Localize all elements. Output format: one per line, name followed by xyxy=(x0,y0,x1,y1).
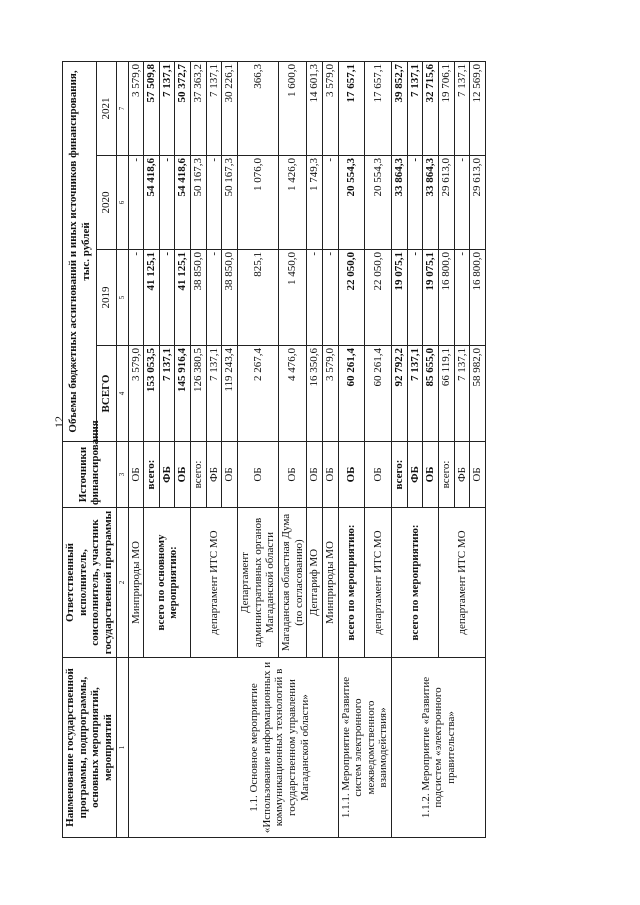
y2019-cell: 38 850,0 xyxy=(191,250,207,346)
source-cell: ОБ xyxy=(470,442,486,508)
total-cell: 145 916,4 xyxy=(175,346,191,442)
name-cell-empty xyxy=(159,658,175,838)
activity-1-1-1-name: 1.1.1. Мероприятие «Развитие систем электронного межведомственного взаимодействия» xyxy=(338,658,392,838)
y2020-cell: - xyxy=(206,156,222,250)
y2021-cell: 7 137,1 xyxy=(159,61,175,155)
source-cell: ОБ xyxy=(365,442,392,508)
header-2019: 2019 xyxy=(97,250,116,346)
y2021-cell: 17 657,1 xyxy=(365,61,392,155)
total-cell: 7 137,1 xyxy=(206,346,222,442)
col-number: 1 xyxy=(116,658,128,838)
y2021-cell: 7 137,1 xyxy=(407,61,423,155)
name-cell-empty xyxy=(144,658,160,838)
y2021-cell: 57 509,8 xyxy=(144,61,160,155)
source-cell: ОБ xyxy=(423,442,439,508)
header-2020: 2020 xyxy=(97,156,116,250)
source-cell: ОБ xyxy=(338,442,365,508)
col-number: 6 xyxy=(116,156,128,250)
total-cell: 92 792,2 xyxy=(392,346,408,442)
y2021-cell: 366,3 xyxy=(238,61,279,155)
y2020-cell: 54 418,6 xyxy=(144,156,160,250)
y2019-cell: - xyxy=(407,250,423,346)
total-cell: 58 982,0 xyxy=(470,346,486,442)
y2019-cell: 41 125,1 xyxy=(144,250,160,346)
y2021-cell: 32 715,6 xyxy=(423,61,439,155)
total-cell: 4 476,0 xyxy=(278,346,306,442)
executor-cell: департамент ИТС МО xyxy=(439,508,486,658)
table-row xyxy=(144,61,160,837)
table-row xyxy=(128,61,144,837)
rotated-table-container xyxy=(62,62,570,838)
source-cell: ФБ xyxy=(206,442,222,508)
y2020-cell: 50 167,3 xyxy=(191,156,207,250)
name-cell-empty xyxy=(206,658,222,838)
main-activity-name: 1.1. Основное мероприятие «Использование информационных и коммуникационных технологий в государственном управлении Магаданской области» xyxy=(222,658,338,838)
header-source: Источники финансирования xyxy=(63,442,117,508)
source-cell: всего: xyxy=(144,442,160,508)
total-cell: 7 137,1 xyxy=(159,346,175,442)
table-row xyxy=(392,61,408,837)
executor-cell: Департамент административных органов Магаданской области xyxy=(238,508,279,658)
total-cell: 153 053,5 xyxy=(144,346,160,442)
total-cell: 85 655,0 xyxy=(423,346,439,442)
y2021-cell: 19 706,1 xyxy=(439,61,455,155)
total-cell: 16 350,6 xyxy=(307,346,323,442)
source-cell: ОБ xyxy=(307,442,323,508)
y2021-cell: 1 600,0 xyxy=(278,61,306,155)
col-number: 3 xyxy=(116,442,128,508)
name-cell-empty xyxy=(175,658,191,838)
executor-cell: департамент ИТС МО xyxy=(191,508,238,658)
y2019-cell: - xyxy=(159,250,175,346)
funding-table xyxy=(62,61,486,838)
executor-cell: департамент ИТС МО xyxy=(365,508,392,658)
y2020-cell: - xyxy=(159,156,175,250)
y2019-cell: - xyxy=(307,250,323,346)
y2019-cell: 22 050,0 xyxy=(338,250,365,346)
name-cell-empty xyxy=(191,658,207,838)
y2020-cell: 29 613,0 xyxy=(470,156,486,250)
total-cell: 7 137,1 xyxy=(407,346,423,442)
y2020-cell: - xyxy=(322,156,338,250)
y2020-cell: 33 864,3 xyxy=(423,156,439,250)
y2019-cell: 825,1 xyxy=(238,250,279,346)
y2021-cell: 50 372,7 xyxy=(175,61,191,155)
header-volume: Объемы бюджетных ассигнований и иных источников финансирования, тыс. рублей xyxy=(63,61,97,441)
source-cell: ОБ xyxy=(222,442,238,508)
header-2021: 2021 xyxy=(97,61,116,155)
source-cell: ОБ xyxy=(238,442,279,508)
total-cell: 119 243,4 xyxy=(222,346,238,442)
table-row xyxy=(159,61,175,837)
source-cell: ОБ xyxy=(278,442,306,508)
y2020-cell: 1 426,0 xyxy=(278,156,306,250)
y2020-cell: - xyxy=(454,156,470,250)
y2021-cell: 17 657,1 xyxy=(338,61,365,155)
executor-cell: всего по мероприятию: xyxy=(338,508,365,658)
executor-cell: всего по мероприятию: xyxy=(392,508,439,658)
executor-cell: Минприроды МО xyxy=(128,508,144,658)
col-number: 2 xyxy=(116,508,128,658)
y2019-cell: 16 800,0 xyxy=(439,250,455,346)
source-cell: ФБ xyxy=(407,442,423,508)
total-cell: 60 261,4 xyxy=(338,346,365,442)
y2021-cell: 37 363,2 xyxy=(191,61,207,155)
total-cell: 3 579,0 xyxy=(128,346,144,442)
source-cell: всего: xyxy=(439,442,455,508)
total-cell: 2 267,4 xyxy=(238,346,279,442)
header-executor: Ответственный исполнитель, соисполнитель, участник государственной программы xyxy=(63,508,117,658)
total-cell: 60 261,4 xyxy=(365,346,392,442)
y2021-cell: 7 137,1 xyxy=(206,61,222,155)
source-cell: ФБ xyxy=(159,442,175,508)
y2021-cell: 30 226,1 xyxy=(222,61,238,155)
page-number: 12 xyxy=(52,416,66,428)
table-row xyxy=(222,61,238,837)
y2020-cell: 54 418,6 xyxy=(175,156,191,250)
header-total: ВСЕГО xyxy=(97,346,116,442)
name-cell-empty xyxy=(128,658,144,838)
header-name: Наименование государственной программы, подпрограммы, основных мероприятий, мероприятий xyxy=(63,658,117,838)
y2020-cell: - xyxy=(128,156,144,250)
executor-cell: Магаданская областная Дума (по согласованию) xyxy=(278,508,306,658)
y2020-cell: 1 076,0 xyxy=(238,156,279,250)
executor-cell: Дептариф МО xyxy=(307,508,323,658)
y2021-cell: 7 137,1 xyxy=(454,61,470,155)
y2020-cell: 20 554,3 xyxy=(365,156,392,250)
col-number: 4 xyxy=(116,346,128,442)
y2019-cell: 38 850,0 xyxy=(222,250,238,346)
source-cell: ФБ xyxy=(454,442,470,508)
y2020-cell: 29 613,0 xyxy=(439,156,455,250)
total-cell: 66 119,1 xyxy=(439,346,455,442)
column-number-row xyxy=(116,61,128,837)
source-cell: ОБ xyxy=(128,442,144,508)
col-number: 7 xyxy=(116,61,128,155)
table-row xyxy=(191,61,207,837)
y2019-cell: - xyxy=(128,250,144,346)
y2020-cell: 20 554,3 xyxy=(338,156,365,250)
total-cell: 126 380,5 xyxy=(191,346,207,442)
y2019-cell: 19 075,1 xyxy=(423,250,439,346)
y2019-cell: - xyxy=(454,250,470,346)
table-row xyxy=(206,61,222,837)
y2021-cell: 3 579,0 xyxy=(128,61,144,155)
total-cell: 7 137,1 xyxy=(454,346,470,442)
y2020-cell: 50 167,3 xyxy=(222,156,238,250)
source-cell: ОБ xyxy=(175,442,191,508)
y2020-cell: 1 749,3 xyxy=(307,156,323,250)
total-cell: 3 579,0 xyxy=(322,346,338,442)
source-cell: всего: xyxy=(191,442,207,508)
executor-cell: Минприроды МО xyxy=(322,508,338,658)
y2021-cell: 3 579,0 xyxy=(322,61,338,155)
y2020-cell: - xyxy=(407,156,423,250)
y2020-cell: 33 864,3 xyxy=(392,156,408,250)
y2019-cell: 1 450,0 xyxy=(278,250,306,346)
table-row xyxy=(338,61,365,837)
y2021-cell: 12 569,0 xyxy=(470,61,486,155)
source-cell: всего: xyxy=(392,442,408,508)
y2019-cell: 16 800,0 xyxy=(470,250,486,346)
y2019-cell: 41 125,1 xyxy=(175,250,191,346)
y2019-cell: - xyxy=(206,250,222,346)
y2019-cell: - xyxy=(322,250,338,346)
y2021-cell: 39 852,7 xyxy=(392,61,408,155)
col-number: 5 xyxy=(116,250,128,346)
table-row xyxy=(175,61,191,837)
activity-1-1-2-name: 1.1.2. Мероприятие «Развитие подсистем «электронного правительства» xyxy=(392,658,486,838)
y2019-cell: 22 050,0 xyxy=(365,250,392,346)
executor-cell: всего по основному мероприятию: xyxy=(144,508,191,658)
source-cell: ОБ xyxy=(322,442,338,508)
y2019-cell: 19 075,1 xyxy=(392,250,408,346)
y2021-cell: 14 601,3 xyxy=(307,61,323,155)
